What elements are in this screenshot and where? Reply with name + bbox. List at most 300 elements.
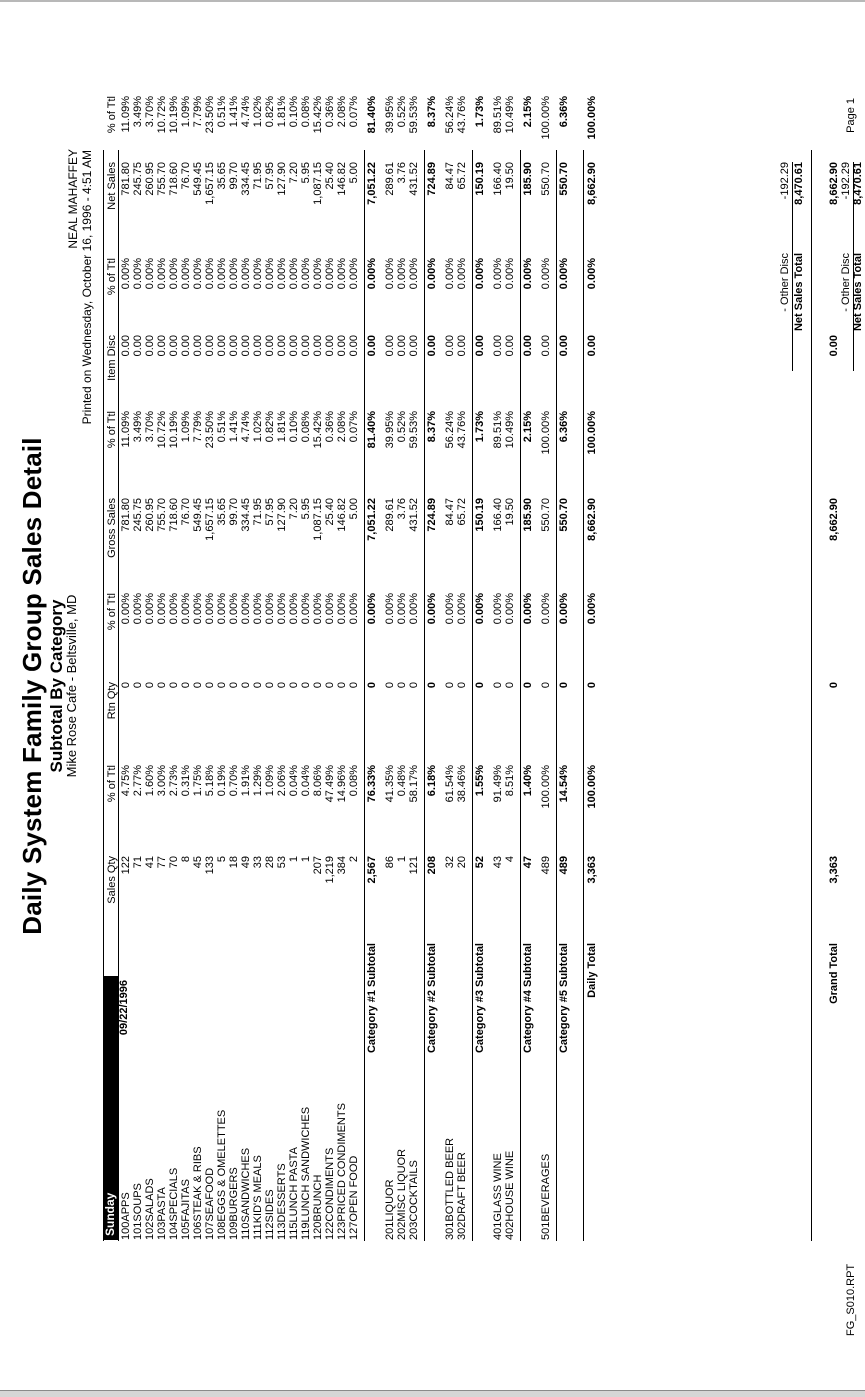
net-sales-cell: 99.70 bbox=[228, 162, 240, 190]
item-disc-cell: 0.00 bbox=[558, 335, 570, 357]
sales-pct-cell: 76.33% bbox=[366, 765, 378, 803]
net-pct-cell: 1.09% bbox=[180, 96, 192, 128]
gross-sales-cell: 3.76 bbox=[396, 498, 408, 520]
net-sales-cell: 718.60 bbox=[168, 162, 180, 196]
day-banner bbox=[103, 976, 118, 1240]
rtn-pct-cell: 0.00% bbox=[180, 593, 192, 625]
table-row bbox=[397, 0, 408, 1396]
item-disc-cell: 0.00 bbox=[132, 335, 144, 357]
net-pct-cell: 0.10% bbox=[288, 96, 300, 128]
sales-qty-cell: 43 bbox=[492, 856, 504, 869]
net-sales-cell: 781.80 bbox=[120, 162, 132, 196]
sales-qty-cell: 8 bbox=[180, 856, 192, 863]
rtn-qty-cell: 0 bbox=[324, 682, 336, 689]
disc-pct-cell: 0.00% bbox=[216, 258, 228, 290]
family-group-name: 100APPS bbox=[120, 1192, 132, 1240]
net-sales-cell: 5.00 bbox=[348, 162, 360, 184]
sales-qty-cell: 1 bbox=[288, 856, 300, 863]
table-row bbox=[493, 0, 504, 1396]
gross-sales-cell: 99.70 bbox=[228, 498, 240, 526]
net-sales-cell: 57.95 bbox=[264, 162, 276, 190]
gross-pct-cell: 2.15% bbox=[522, 411, 534, 443]
net-pct-cell: 43.76% bbox=[456, 96, 468, 134]
rtn-qty-cell: 0 bbox=[366, 682, 378, 689]
rtn-qty-cell: 0 bbox=[228, 682, 240, 689]
gross-sales-cell: 334.45 bbox=[240, 498, 252, 532]
rtn-qty-cell: 0 bbox=[120, 682, 132, 689]
table-row bbox=[265, 0, 276, 1396]
item-disc-cell: 0.00 bbox=[426, 335, 438, 357]
family-group-name: 120BRUNCH bbox=[312, 1174, 324, 1240]
net-pct-cell: 3.70% bbox=[144, 96, 156, 128]
sales-pct-cell: 4.75% bbox=[120, 765, 132, 797]
net-sales-cell: 150.19 bbox=[474, 162, 486, 196]
rtn-pct-cell: 0.00% bbox=[492, 593, 504, 625]
gross-pct-cell: 1.73% bbox=[474, 411, 486, 443]
sales-qty-cell: 1 bbox=[396, 856, 408, 863]
sales-pct-cell: 5.18% bbox=[204, 765, 216, 797]
rtn-pct-cell: 0.00% bbox=[156, 593, 168, 625]
gross-pct-cell: 0.07% bbox=[348, 411, 360, 443]
item-disc-cell: 0.00 bbox=[366, 335, 378, 357]
family-group-name: 123PRICED CONDIMENTS bbox=[336, 1103, 348, 1240]
net-pct-cell: 11.09% bbox=[120, 96, 132, 133]
gross-pct-cell: 3.49% bbox=[132, 411, 144, 443]
gross-pct-cell: 100.00% bbox=[586, 411, 598, 455]
disc-pct-cell: 0.00% bbox=[474, 258, 486, 290]
sales-qty-cell: 2 bbox=[348, 856, 360, 863]
table-row bbox=[253, 0, 264, 1396]
rtn-qty-cell: 0 bbox=[336, 682, 348, 689]
gross-sales-cell: 7,051.22 bbox=[366, 498, 378, 541]
item-disc-cell: 0.00 bbox=[492, 335, 504, 357]
sales-qty-cell: 77 bbox=[156, 856, 168, 869]
sales-qty-cell: 1 bbox=[300, 856, 312, 863]
net-pct-cell: 1.81% bbox=[276, 96, 288, 128]
gross-sales-cell: 289.61 bbox=[384, 498, 396, 532]
item-disc-cell: 0.00 bbox=[540, 335, 552, 357]
disc-pct-cell: 0.00% bbox=[300, 258, 312, 290]
footer-page-number: Page 1 bbox=[845, 98, 857, 133]
family-group-name: 108EGGS & OMELETTES bbox=[216, 1109, 228, 1240]
gross-sales-cell: 71.95 bbox=[252, 498, 264, 526]
item-disc-cell: 0.00 bbox=[348, 335, 360, 357]
sales-qty-cell: 489 bbox=[558, 856, 570, 875]
net-sales-cell: 755.70 bbox=[156, 162, 168, 196]
col-header-rtn-pct: % of Ttl bbox=[106, 593, 118, 631]
row-label: Category #5 Subtotal bbox=[558, 943, 570, 1054]
sales-pct-cell: 2.77% bbox=[132, 765, 144, 797]
rtn-pct-cell: 0.00% bbox=[586, 593, 598, 625]
sales-pct-cell: 91.49% bbox=[492, 765, 504, 803]
subtotal-rule bbox=[424, 150, 425, 1241]
family-group-name: 122CONDIMENTS bbox=[324, 1147, 336, 1240]
gross-sales-cell: 550.70 bbox=[558, 498, 570, 532]
sales-pct-cell: 1.40% bbox=[522, 765, 534, 797]
rtn-qty-cell: 0 bbox=[252, 682, 264, 689]
net-pct-cell: 23.50% bbox=[204, 96, 216, 134]
table-row bbox=[325, 0, 336, 1396]
disc-pct-cell: 0.00% bbox=[192, 258, 204, 290]
net-sales-cell: 19.50 bbox=[504, 162, 516, 190]
net-pct-cell: 1.73% bbox=[474, 96, 486, 128]
gross-sales-cell: 35.65 bbox=[216, 498, 228, 526]
table-row bbox=[193, 0, 204, 1396]
disc-pct-cell: 0.00% bbox=[252, 258, 264, 290]
item-disc-cell: 0.00 bbox=[324, 335, 336, 357]
gross-pct-cell: 89.51% bbox=[492, 411, 504, 449]
col-header-sales-pct: % of Ttl bbox=[106, 765, 118, 803]
rtn-pct-cell: 0.00% bbox=[228, 593, 240, 625]
rtn-pct-cell: 0.00% bbox=[288, 593, 300, 625]
net-sales-cell: 25.40 bbox=[324, 162, 336, 190]
table-row bbox=[301, 0, 312, 1396]
disc-pct-cell: 0.00% bbox=[586, 258, 598, 290]
subtotal-rule bbox=[472, 150, 473, 1241]
gross-pct-cell: 4.74% bbox=[240, 411, 252, 443]
sales-pct-cell: 61.54% bbox=[444, 765, 456, 803]
rtn-qty-cell: 0 bbox=[558, 682, 570, 689]
item-disc-cell: 0.00 bbox=[144, 335, 156, 357]
disc-pct-cell: 0.00% bbox=[312, 258, 324, 290]
item-disc-cell: 0.00 bbox=[120, 335, 132, 357]
sales-pct-cell: 6.18% bbox=[426, 765, 438, 797]
gross-pct-cell: 59.53% bbox=[408, 411, 420, 449]
gross-pct-cell: 23.50% bbox=[204, 411, 216, 449]
sales-qty-cell: 489 bbox=[540, 856, 552, 875]
rtn-qty-cell: 0 bbox=[300, 682, 312, 689]
grand-total-rtn: 0 bbox=[828, 682, 840, 689]
gross-pct-cell: 10.49% bbox=[504, 411, 516, 449]
table-row bbox=[157, 0, 168, 1396]
gross-sales-cell: 8,662.90 bbox=[586, 498, 598, 541]
col-header-gross-sales: Gross Sales bbox=[106, 498, 118, 558]
rtn-pct-cell: 0.00% bbox=[168, 593, 180, 625]
daily-net-sales-total-label: Net Sales Total bbox=[793, 253, 805, 332]
table-row bbox=[133, 0, 144, 1396]
gross-sales-cell: 549.45 bbox=[192, 498, 204, 532]
net-pct-cell: 0.36% bbox=[324, 96, 336, 128]
row-label: Category #4 Subtotal bbox=[522, 943, 534, 1054]
daily-other-disc-value: -192.29 bbox=[779, 162, 791, 200]
item-disc-cell: 0.00 bbox=[504, 335, 516, 357]
net-pct-cell: 81.40% bbox=[366, 96, 378, 134]
gross-sales-cell: 19.50 bbox=[504, 498, 516, 526]
sales-qty-cell: 71 bbox=[132, 856, 144, 869]
family-group-name: 104SPECIALS bbox=[168, 1167, 180, 1240]
item-disc-cell: 0.00 bbox=[180, 335, 192, 357]
table-row bbox=[337, 0, 348, 1396]
rtn-pct-cell: 0.00% bbox=[540, 593, 552, 625]
net-pct-cell: 3.49% bbox=[132, 96, 144, 128]
rtn-pct-cell: 0.00% bbox=[264, 593, 276, 625]
gross-sales-cell: 150.19 bbox=[474, 498, 486, 532]
table-row bbox=[313, 0, 324, 1396]
gross-pct-cell: 1.81% bbox=[276, 411, 288, 443]
day-label: Sunday bbox=[103, 1192, 117, 1236]
sales-pct-cell: 0.04% bbox=[288, 765, 300, 797]
grand-total-rule bbox=[811, 150, 812, 1241]
disc-pct-cell: 0.00% bbox=[540, 258, 552, 290]
gross-pct-cell: 7.79% bbox=[192, 411, 204, 443]
disc-pct-cell: 0.00% bbox=[336, 258, 348, 290]
sales-pct-cell: 2.06% bbox=[276, 765, 288, 797]
item-disc-cell: 0.00 bbox=[288, 335, 300, 357]
gross-sales-cell: 755.70 bbox=[156, 498, 168, 532]
sales-pct-cell: 1.60% bbox=[144, 765, 156, 797]
daily-total-rule bbox=[583, 150, 584, 1241]
disc-pct-cell: 0.00% bbox=[180, 258, 192, 290]
disc-pct-cell: 0.00% bbox=[444, 258, 456, 290]
gross-sales-cell: 718.60 bbox=[168, 498, 180, 532]
rtn-qty-cell: 0 bbox=[504, 682, 516, 689]
rtn-pct-cell: 0.00% bbox=[504, 593, 516, 625]
item-disc-cell: 0.00 bbox=[456, 335, 468, 357]
subtotal-row bbox=[475, 0, 486, 1396]
gross-sales-cell: 185.90 bbox=[522, 498, 534, 532]
gross-sales-cell: 7.20 bbox=[288, 498, 300, 520]
sales-qty-cell: 208 bbox=[426, 856, 438, 875]
sales-pct-cell: 0.48% bbox=[396, 765, 408, 797]
rtn-qty-cell: 0 bbox=[384, 682, 396, 689]
net-sales-cell: 1,087.15 bbox=[312, 162, 324, 205]
sales-qty-cell: 207 bbox=[312, 856, 324, 875]
net-sales-cell: 1,657.15 bbox=[204, 162, 216, 205]
gross-pct-cell: 1.02% bbox=[252, 411, 264, 443]
grand-total-gross: 8,662.90 bbox=[828, 498, 840, 541]
grand-total-disc: 0.00 bbox=[828, 335, 840, 357]
sales-qty-cell: 41 bbox=[144, 856, 156, 869]
report-user: NEAL MAHAFFEY bbox=[66, 149, 80, 249]
disc-pct-cell: 0.00% bbox=[558, 258, 570, 290]
net-sales-cell: 724.89 bbox=[426, 162, 438, 196]
family-group-name: 105FAJITAS bbox=[180, 1179, 192, 1240]
sales-qty-cell: 5 bbox=[216, 856, 228, 863]
sales-qty-cell: 86 bbox=[384, 856, 396, 869]
net-sales-cell: 431.52 bbox=[408, 162, 420, 196]
report-title: Daily System Family Group Sales Detail bbox=[17, 437, 47, 935]
gross-sales-cell: 781.80 bbox=[120, 498, 132, 532]
disc-pct-cell: 0.00% bbox=[204, 258, 216, 290]
sales-qty-cell: 4 bbox=[504, 856, 516, 863]
net-sales-cell: 146.82 bbox=[336, 162, 348, 196]
item-disc-cell: 0.00 bbox=[252, 335, 264, 357]
rtn-qty-cell: 0 bbox=[586, 682, 598, 689]
gross-sales-cell: 550.70 bbox=[540, 498, 552, 532]
table-row bbox=[217, 0, 228, 1396]
rtn-qty-cell: 0 bbox=[240, 682, 252, 689]
sales-pct-cell: 0.08% bbox=[348, 765, 360, 797]
table-row bbox=[241, 0, 252, 1396]
printed-timestamp: Printed on Wednesday, October 16, 1996 - 4:51 AM bbox=[80, 150, 94, 425]
net-pct-cell: 100.00% bbox=[586, 96, 598, 140]
col-header-disc-pct: % of Ttl bbox=[106, 258, 118, 296]
rtn-pct-cell: 0.00% bbox=[120, 593, 132, 625]
rtn-qty-cell: 0 bbox=[216, 682, 228, 689]
sales-pct-cell: 0.70% bbox=[228, 765, 240, 797]
net-sales-cell: 71.95 bbox=[252, 162, 264, 190]
gross-pct-cell: 0.51% bbox=[216, 411, 228, 443]
gross-sales-cell: 146.82 bbox=[336, 498, 348, 532]
rtn-qty-cell: 0 bbox=[426, 682, 438, 689]
gross-sales-cell: 166.40 bbox=[492, 498, 504, 532]
net-sales-cell: 127.90 bbox=[276, 162, 288, 196]
daily-other-disc-label: - Other Disc bbox=[779, 253, 791, 312]
net-sales-cell: 3.76 bbox=[396, 162, 408, 184]
family-group-name: 110SANDWICHES bbox=[240, 1147, 252, 1240]
rtn-qty-cell: 0 bbox=[264, 682, 276, 689]
rtn-pct-cell: 0.00% bbox=[252, 593, 264, 625]
sales-qty-cell: 18 bbox=[228, 856, 240, 869]
gross-sales-cell: 65.72 bbox=[456, 498, 468, 526]
sales-qty-cell: 20 bbox=[456, 856, 468, 869]
disc-pct-cell: 0.00% bbox=[522, 258, 534, 290]
sales-qty-cell: 53 bbox=[276, 856, 288, 869]
disc-pct-cell: 0.00% bbox=[426, 258, 438, 290]
sales-pct-cell: 8.51% bbox=[504, 765, 516, 797]
net-pct-cell: 39.95% bbox=[384, 96, 396, 134]
item-disc-cell: 0.00 bbox=[168, 335, 180, 357]
net-pct-cell: 8.37% bbox=[426, 96, 438, 128]
net-sales-cell: 245.75 bbox=[132, 162, 144, 196]
sales-qty-cell: 2,567 bbox=[366, 856, 378, 884]
sales-qty-cell: 133 bbox=[204, 856, 216, 875]
item-disc-cell: 0.00 bbox=[192, 335, 204, 357]
net-pct-cell: 2.15% bbox=[522, 96, 534, 128]
rtn-qty-cell: 0 bbox=[144, 682, 156, 689]
subtotal-rule bbox=[364, 150, 365, 1241]
rtn-pct-cell: 0.00% bbox=[324, 593, 336, 625]
item-disc-cell: 0.00 bbox=[240, 335, 252, 357]
subtotal-row bbox=[367, 0, 378, 1396]
sales-pct-cell: 3.00% bbox=[156, 765, 168, 797]
table-row bbox=[229, 0, 240, 1396]
sales-qty-cell: 33 bbox=[252, 856, 264, 869]
rtn-pct-cell: 0.00% bbox=[384, 593, 396, 625]
sales-pct-cell: 1.75% bbox=[192, 765, 204, 797]
disc-pct-cell: 0.00% bbox=[264, 258, 276, 290]
family-group-name: 501BEVERAGES bbox=[540, 1153, 552, 1240]
net-pct-cell: 56.24% bbox=[444, 96, 456, 134]
net-pct-cell: 0.52% bbox=[396, 96, 408, 128]
report-location: Mike Rose Cafe - Beltsville, MD bbox=[64, 594, 79, 778]
family-group-name: 102SALADS bbox=[144, 1178, 156, 1240]
item-disc-cell: 0.00 bbox=[264, 335, 276, 357]
gross-sales-cell: 5.95 bbox=[300, 498, 312, 520]
gross-pct-cell: 56.24% bbox=[444, 411, 456, 449]
gross-pct-cell: 0.82% bbox=[264, 411, 276, 443]
net-pct-cell: 0.82% bbox=[264, 96, 276, 128]
net-pct-cell: 100.00% bbox=[540, 96, 552, 140]
gross-sales-cell: 245.75 bbox=[132, 498, 144, 532]
grand-other-disc-label: - Other Disc bbox=[840, 253, 852, 312]
col-header-sales-qty: Sales Qty bbox=[106, 856, 118, 904]
sales-qty-cell: 121 bbox=[408, 856, 420, 875]
subtotal-row bbox=[523, 0, 534, 1396]
net-sales-cell: 549.45 bbox=[192, 162, 204, 196]
net-sales-cell: 166.40 bbox=[492, 162, 504, 196]
rtn-pct-cell: 0.00% bbox=[348, 593, 360, 625]
rtn-pct-cell: 0.00% bbox=[312, 593, 324, 625]
family-group-name: 111KID'S MEALS bbox=[252, 1155, 264, 1240]
net-sales-cell: 185.90 bbox=[522, 162, 534, 196]
rtn-qty-cell: 0 bbox=[348, 682, 360, 689]
sales-pct-cell: 58.17% bbox=[408, 765, 420, 803]
disc-pct-cell: 0.00% bbox=[156, 258, 168, 290]
family-group-name: 107SEAFOOD bbox=[204, 1167, 216, 1240]
family-group-name: 202MISC LIQUOR bbox=[396, 1148, 408, 1240]
family-group-name: 127OPEN FOOD bbox=[348, 1155, 360, 1240]
rtn-pct-cell: 0.00% bbox=[240, 593, 252, 625]
sales-pct-cell: 8.06% bbox=[312, 765, 324, 797]
rtn-pct-cell: 0.00% bbox=[204, 593, 216, 625]
col-header-net-sales: Net Sales bbox=[106, 162, 118, 210]
sales-pct-cell: 14.54% bbox=[558, 765, 570, 803]
sales-qty-cell: 52 bbox=[474, 856, 486, 869]
item-disc-cell: 0.00 bbox=[276, 335, 288, 357]
sales-pct-cell: 100.00% bbox=[540, 765, 552, 809]
rtn-pct-cell: 0.00% bbox=[522, 593, 534, 625]
net-sales-cell: 550.70 bbox=[540, 162, 552, 196]
col-header-net-pct: % of Ttl bbox=[106, 96, 118, 134]
table-row bbox=[277, 0, 288, 1396]
disc-pct-cell: 0.00% bbox=[228, 258, 240, 290]
gross-pct-cell: 15.42% bbox=[312, 411, 324, 449]
disc-pct-cell: 0.00% bbox=[408, 258, 420, 290]
rtn-pct-cell: 0.00% bbox=[366, 593, 378, 625]
gross-pct-cell: 0.08% bbox=[300, 411, 312, 443]
disc-pct-cell: 0.00% bbox=[132, 258, 144, 290]
item-disc-cell: 0.00 bbox=[216, 335, 228, 357]
net-sales-cell: 260.95 bbox=[144, 162, 156, 196]
rtn-qty-cell: 0 bbox=[456, 682, 468, 689]
gross-sales-cell: 5.00 bbox=[348, 498, 360, 520]
gross-sales-cell: 724.89 bbox=[426, 498, 438, 532]
grand-net-sales-total-value: 8,470.61 bbox=[852, 162, 864, 205]
gross-pct-cell: 10.19% bbox=[168, 411, 180, 449]
rtn-qty-cell: 0 bbox=[168, 682, 180, 689]
rtn-qty-cell: 0 bbox=[132, 682, 144, 689]
gross-pct-cell: 0.10% bbox=[288, 411, 300, 443]
sales-qty-cell: 70 bbox=[168, 856, 180, 869]
net-pct-cell: 10.72% bbox=[156, 96, 168, 134]
rtn-pct-cell: 0.00% bbox=[336, 593, 348, 625]
family-group-name: 113DESSERTS bbox=[276, 1163, 288, 1240]
rtn-qty-cell: 0 bbox=[156, 682, 168, 689]
column-header-rule bbox=[118, 150, 119, 1241]
subtotal-rule bbox=[520, 150, 521, 1241]
item-disc-cell: 0.00 bbox=[444, 335, 456, 357]
sales-pct-cell: 0.19% bbox=[216, 765, 228, 797]
disc-pct-cell: 0.00% bbox=[120, 258, 132, 290]
family-group-name: 103PASTA bbox=[156, 1187, 168, 1240]
sales-pct-cell: 38.46% bbox=[456, 765, 468, 803]
gross-sales-cell: 127.90 bbox=[276, 498, 288, 532]
rtn-qty-cell: 0 bbox=[540, 682, 552, 689]
gross-pct-cell: 0.52% bbox=[396, 411, 408, 443]
table-row bbox=[409, 0, 420, 1396]
rtn-qty-cell: 0 bbox=[180, 682, 192, 689]
net-sales-cell: 5.95 bbox=[300, 162, 312, 184]
net-pct-cell: 10.19% bbox=[168, 96, 180, 134]
rtn-pct-cell: 0.00% bbox=[276, 593, 288, 625]
family-group-name: 101SOUPS bbox=[132, 1183, 144, 1240]
disc-pct-cell: 0.00% bbox=[492, 258, 504, 290]
net-sales-cell: 334.45 bbox=[240, 162, 252, 196]
sales-pct-cell: 1.55% bbox=[474, 765, 486, 797]
sales-qty-cell: 384 bbox=[336, 856, 348, 875]
subtotal-row bbox=[587, 0, 598, 1396]
